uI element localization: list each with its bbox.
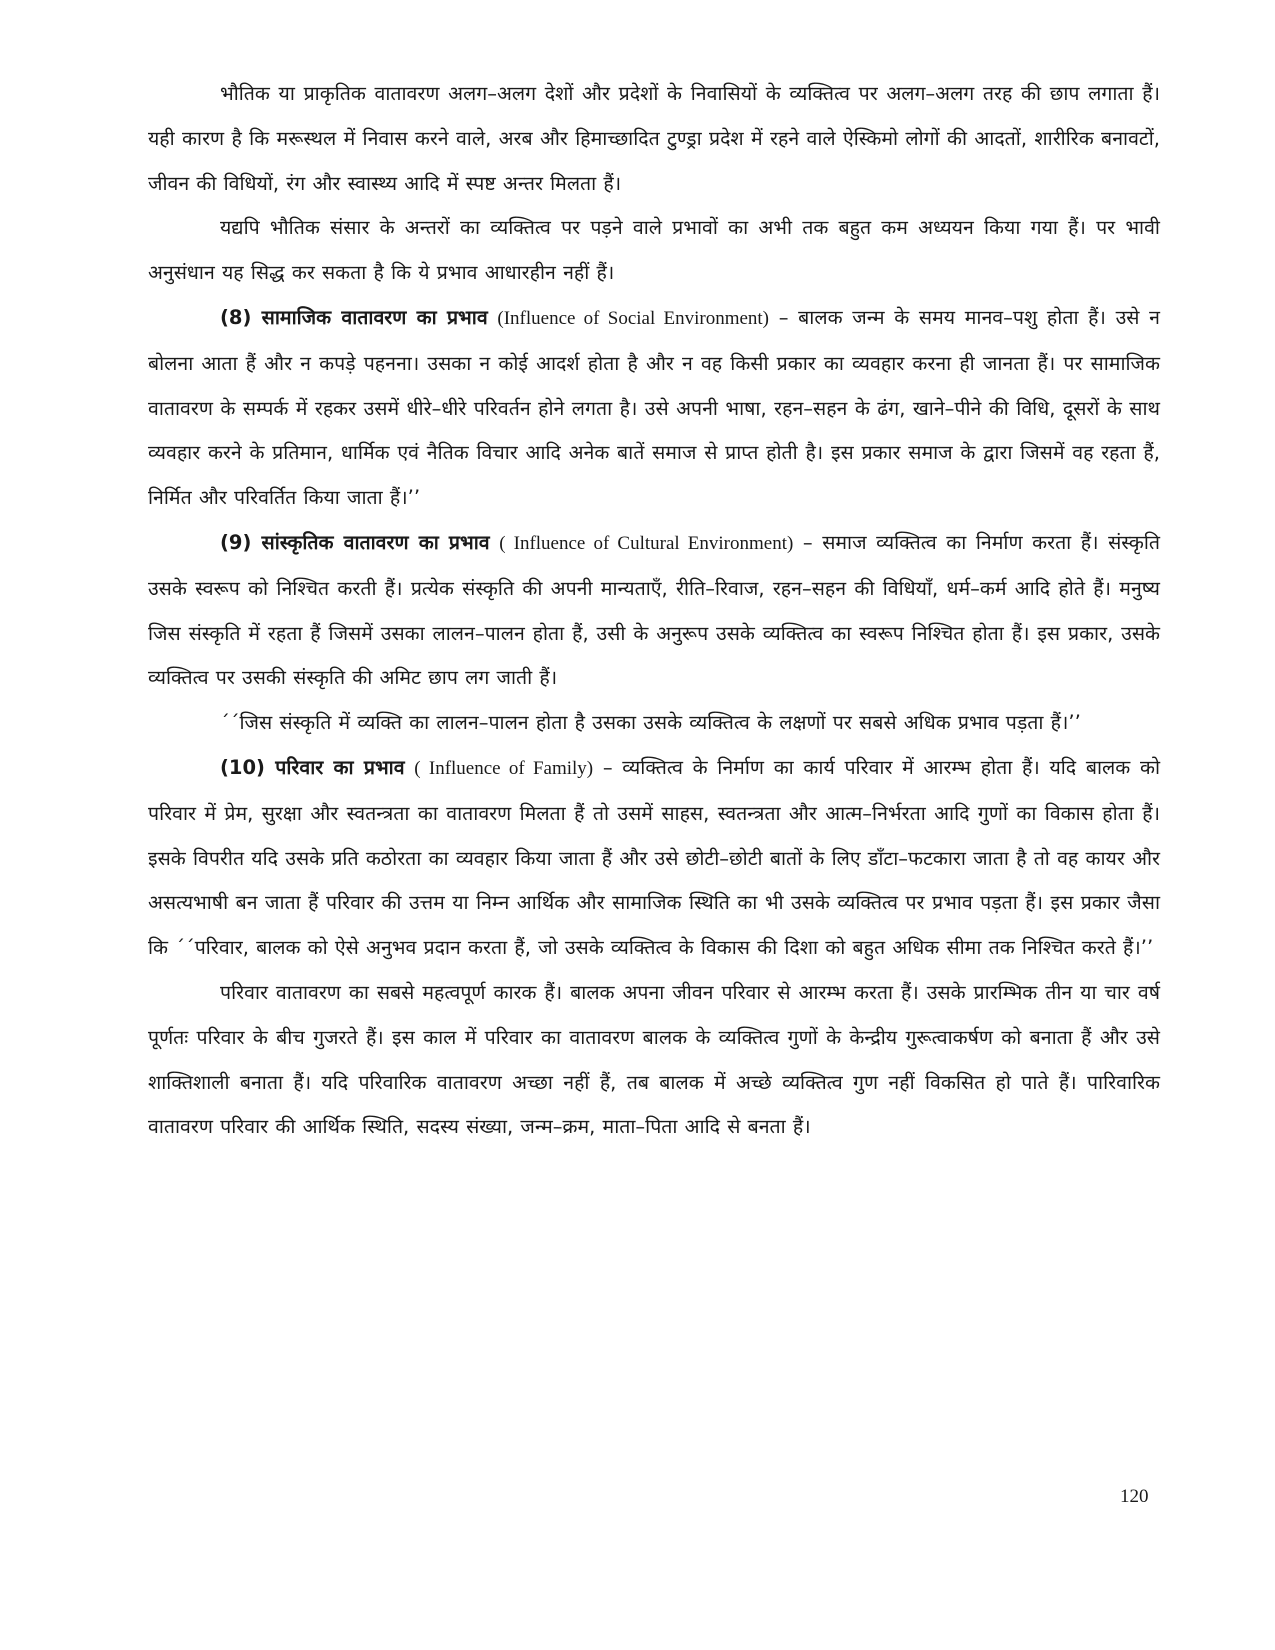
paragraph-text: ´´जिस संस्कृति में व्यक्ति का लालन–पालन होता है उसका उसके व्यक्तित्व के लक्षणों पर सबसे अधिक प्रभाव पड़ता हैं।’’ xyxy=(220,711,1081,735)
section-heading-english: ( Influence of Cultural Environment) xyxy=(499,532,794,554)
document-body xyxy=(148,72,1160,1150)
paragraph-text: – व्यक्तित्व के निर्माण का कार्य परिवार में आरम्भ होता हैं। यदि बालक को परिवार में प्रेम, सुरक्षा और स्वतन्त्रता का वातावरण मिलता हैं तो उसमें साहस, स्वतन्त्रता और आत्म–निर्भरता आदि गुणों का विकास होता हैं। इसके विपरीत यदि उसके प्रति कठोरता का व्यवहार किया जाता हैं और उसे छोटी–छोटी बातों के लिए डाँटा–फटकारा जाता है तो वह कायर और असत्यभाषी बन जाता हैं परिवार की उत्तम या निम्न आर्थिक और सामाजिक स्थिति का भी उसके व्यक्तित्व पर प्रभाव पड़ता हैं। इस प्रकार जैसा कि ´´परिवार, बालक को ऐसे अनुभव प्रदान करता हैं, जो उसके व्यक्तित्व के विकास की दिशा को बहुत अधिक सीमा तक निश्चित करते हैं।’’ xyxy=(148,755,1160,960)
paragraph-social-environment xyxy=(148,296,1160,521)
section-heading-english: ( Influence of Family) xyxy=(414,757,594,779)
paragraph-text: परिवार वातावरण का सबसे महत्वपूर्ण कारक हैं। बालक अपना जीवन परिवार से आरम्भ करता हैं। उसके प्रारम्भिक तीन या चार वर्ष पूर्णतः परिवार के बीच गुजरते हैं। इस काल में परिवार का वातावरण बालक के व्यक्तित्व गुणों के केन्द्रीय गुरूत्वाकर्षण को बनाता हैं और उसे शाक्तिशाली बनाता हैं। यदि परिवारिक वातावरण अच्छा नहीं हैं, तब बालक में अच्छे व्यक्तित्व गुण नहीं विकसित हो पाते हैं। पारिवारिक वातावरण परिवार की आर्थिक स्थिति, सदस्य संख्या, जन्म–क्रम, माता–पिता आदि से बनता हैं। xyxy=(148,980,1160,1139)
paragraph-cultural-environment xyxy=(148,521,1160,701)
paragraph-family-influence xyxy=(148,746,1160,971)
paragraph-text: – बालक जन्म के समय मानव–पशु होता हैं। उसे न बोलना आता हैं और न कपड़े पहनना। उसका न कोई आदर्श होता है और न वह किसी प्रकार का व्यवहार करना ही जानता हैं। पर सामाजिक वातावरण के सम्पर्क में रहकर उसमें धीरे–धीरे परिवर्तन होने लगता है। उसे अपनी भाषा, रहन–सहन के ढंग, खाने–पीने की विधि, दूसरों के साथ व्यवहार करने के प्रतिमान, धार्मिक एवं नैतिक विचार आदि अनेक बातें समाज से प्राप्त होती है। इस प्रकार समाज के द्वारा जिसमें वह रहता हैं, निर्मित और परिवर्तित किया जाता हैं।’’ xyxy=(148,305,1161,510)
paragraph-text: – समाज व्यक्तित्व का निर्माण करता हैं। संस्कृति उसके स्वरूप को निश्चित करती हैं। प्रत्येक संस्कृति की अपनी मान्यताएँ, रीति–रिवाज, रहन–सहन की विधियाँ, धर्म–कर्म आदि होते हैं। मनुष्य जिस संस्कृति में रहता हैं जिसमें उसका लालन–पालन होता हैं, उसी के अनुरूप उसके व्यक्तित्व का स्वरूप निश्चित होता हैं। इस प्रकार, उसके व्यक्तित्व पर उसकी संस्कृति की अमिट छाप लग जाती हैं। xyxy=(148,530,1161,690)
paragraph-text: भौतिक या प्राकृतिक वातावरण अलग–अलग देशों और प्रदेशों के निवासियों के व्यक्तित्व पर अलग–अलग तरह की छाप लगाता हैं। यही कारण है कि मरूस्थल में निवास करने वाले, अरब और हिमाच्छादित टुण्ड्रा प्रदेश में रहने वाले ऐस्किमो लोगों की आदतों, शारीरिक बनावटों, जीवन की विधियों, रंग और स्वास्थ्य आदि में स्पष्ट अन्तर मिलता हैं। xyxy=(148,82,1160,195)
paragraph-family-environment xyxy=(148,971,1160,1150)
section-heading: (9) सांस्कृतिक वातावरण का प्रभाव xyxy=(220,530,490,554)
page-number: 120 xyxy=(1120,1486,1149,1507)
section-heading-english: (Influence of Social Environment) xyxy=(497,307,770,329)
paragraph-physical-research xyxy=(148,206,1160,296)
paragraph-text: यद्यपि भौतिक संसार के अन्तरों का व्यक्तित्व पर पड़ने वाले प्रभावों का अभी तक बहुत कम अध्ययन किया गया हैं। पर भावी अनुसंधान यह सिद्ध कर सकता है कि ये प्रभाव आधारहीन नहीं हैं। xyxy=(148,216,1160,285)
section-heading: (10) परिवार का प्रभाव xyxy=(220,755,405,779)
paragraph-culture-quote xyxy=(148,701,1160,746)
paragraph-physical-environment xyxy=(148,72,1160,206)
section-heading: (8) सामाजिक वातावरण का प्रभाव xyxy=(220,305,488,329)
